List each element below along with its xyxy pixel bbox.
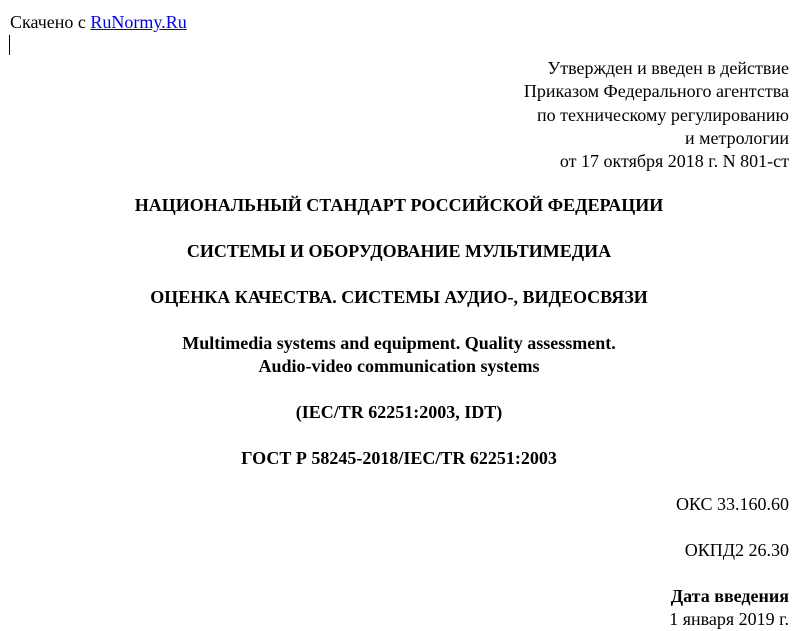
source-link[interactable]: RuNormy.Ru	[90, 12, 187, 32]
approval-line-3: по техническому регулированию	[536, 104, 789, 125]
approval-line-4: и метрологии	[685, 127, 789, 148]
standard-designation: ГОСТ Р 58245-2018/IEC/TR 62251:2003	[241, 448, 557, 468]
approval-line-5: от 17 октября 2018 г. N 801-ст	[559, 151, 789, 172]
english-title-line-1: Multimedia systems and equipment. Quality assessment.	[182, 333, 616, 353]
okpd2-code: ОКПД2 26.30	[684, 540, 789, 560]
subject-heading: СИСТЕМЫ И ОБОРУДОВАНИЕ МУЛЬТИМЕДИА	[186, 241, 612, 261]
approval-block	[524, 57, 789, 173]
equivalence-note: (IEC/TR 62251:2003, IDT)	[295, 402, 503, 422]
standard-name-heading: ОЦЕНКА КАЧЕСТВА. СИСТЕМЫ АУДИО-, ВИДЕОСВЯЗИ	[150, 287, 648, 307]
text-caret	[9, 35, 10, 55]
introduction-date: 1 января 2019 г.	[669, 609, 789, 629]
introduction-date-label: Дата введения	[670, 586, 789, 606]
english-title-line-2: Audio-video communication systems	[258, 356, 540, 376]
download-source-line	[10, 10, 187, 34]
approval-line-1: Утвержден и введен в действие	[547, 58, 789, 78]
approval-line-2: Приказом Федерального агентства	[523, 81, 789, 102]
oks-code: ОКС 33.160.60	[675, 494, 789, 514]
standard-type-heading: НАЦИОНАЛЬНЫЙ СТАНДАРТ РОССИЙСКОЙ ФЕДЕРАЦИИ	[134, 195, 664, 215]
download-source-prefix: Скачено с	[10, 12, 86, 32]
